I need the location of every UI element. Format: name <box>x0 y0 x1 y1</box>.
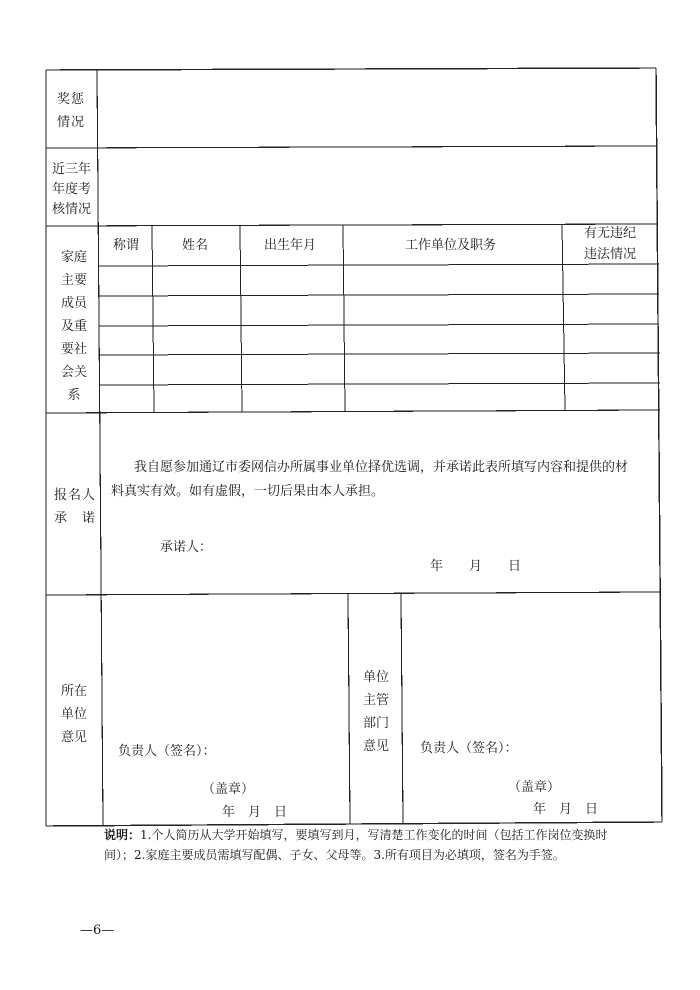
pledge-text-line1: 我自愿参加通辽市委网信办所属事业单位择优选调，并承诺此表所填写内容和提供的材 <box>134 460 629 475</box>
unit-opinion-label <box>57 680 91 749</box>
dept-opinion-label <box>359 666 393 758</box>
header-violation-line2: 违法情况 <box>584 247 637 262</box>
unit-date: 年 月 日 <box>222 805 288 820</box>
notes-line2: 间）；2.家庭主要成员需填写配偶、子女、父母等。3.所有项目为必填项，签名为手签。 <box>104 848 565 862</box>
header-relation: 称谓 <box>113 238 140 253</box>
assessment-label-line2: 年度考 <box>52 182 92 197</box>
dept-seal: （盖章） <box>508 780 561 795</box>
assessment-label-line3: 核情况 <box>52 202 92 217</box>
header-name: 姓名 <box>182 238 209 253</box>
pledge-date: 年 月 日 <box>430 559 522 574</box>
unit-seal: （盖章） <box>202 782 255 797</box>
unit-opinion-label-char: 意见 <box>60 730 87 745</box>
family-label-char: 及重 <box>60 319 87 334</box>
header-work: 工作单位及职务 <box>405 238 497 253</box>
page-number: —6— <box>80 923 115 938</box>
dept-opinion-label-char: 部门 <box>362 716 389 731</box>
unit-opinion-label-char: 所在 <box>60 684 87 699</box>
dept-opinion-label-char: 单位 <box>362 670 389 685</box>
family-label-char: 会关 <box>60 365 87 380</box>
header-violation-line1: 有无违纪 <box>584 226 637 241</box>
unit-responsible: 负责人（签名）： <box>118 744 216 759</box>
pledge-label-line1: 报名人 <box>54 488 97 503</box>
unit-opinion-label-char: 单位 <box>60 707 87 722</box>
rewards-label-line1: 奖惩 <box>57 92 86 107</box>
rewards-label-line2: 情况 <box>57 115 86 130</box>
dept-responsible: 负责人（签名）： <box>420 741 518 756</box>
pledge-signer: 承诺人： <box>160 540 213 555</box>
family-label-char: 家庭 <box>60 250 87 265</box>
dept-opinion-label-char: 主管 <box>362 693 389 708</box>
pledge-text-line2: 料真实有效。如有虚假，一切后果由本人承担。 <box>111 484 385 499</box>
pledge-label-line2: 承 诺 <box>54 511 97 526</box>
family-label-char: 成员 <box>60 296 87 311</box>
family-label-char: 要社 <box>60 342 87 357</box>
dept-opinion-label-char: 意见 <box>362 739 389 754</box>
dept-date: 年 月 日 <box>533 802 599 817</box>
notes-prefix: 说明： <box>104 828 141 842</box>
family-label-char: 系 <box>67 388 81 403</box>
notes-line1 <box>104 829 607 841</box>
notes-line1-text: 1.个人简历从大学开始填写，要填写到月，写清楚工作变化的时间（包括工作岗位变换时 <box>140 828 608 842</box>
assessment-label-line1: 近三年 <box>52 162 92 177</box>
header-birth: 出生年月 <box>264 238 317 253</box>
family-label-char: 主要 <box>60 273 87 288</box>
family-label <box>57 246 91 407</box>
